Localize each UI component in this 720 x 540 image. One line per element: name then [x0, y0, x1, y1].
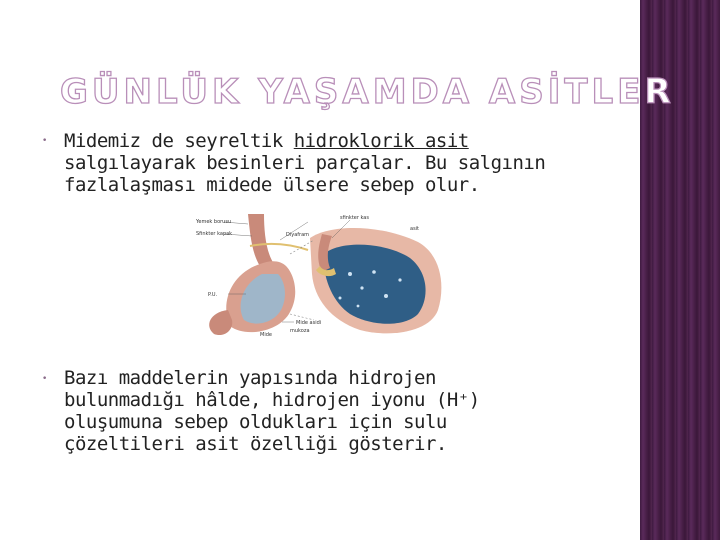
label-sphincter: Sfinkter kapak	[196, 231, 233, 237]
hcl-link[interactable]: hidroklorik asit	[293, 130, 469, 152]
label-mucosa: mukoza	[290, 328, 310, 334]
paragraph-1-line-1: Midemiz de seyreltik hidroklorik asit	[64, 130, 469, 152]
paragraph-2-line-1: Bazı maddelerin yapısında hidrojen	[64, 367, 436, 389]
label-pu: P.U.	[208, 292, 218, 298]
label-acid-lining: Mide asidi	[296, 320, 322, 326]
paragraph-1	[64, 130, 624, 196]
paragraph-1-line-2: salgılayarak besinleri parçalar. Bu salgının	[64, 152, 546, 174]
label-diaphragm: Diyafram	[286, 232, 310, 238]
label-stomach: Mide	[260, 332, 272, 338]
label-acid: asit	[410, 226, 420, 232]
paragraph-2-line-2: bulunmadığı hâlde, hidrojen iyonu (H⁺)	[64, 389, 480, 411]
bullet-dot-1: •	[42, 136, 48, 146]
paragraph-2-line-3: oluşumuna sebep oldukları için sulu	[64, 411, 447, 433]
label-sphincter-muscle: sfinkter kas	[340, 215, 369, 221]
paragraph-2	[64, 367, 624, 455]
label-esophagus: Yemek borusu	[196, 219, 232, 225]
paragraph-2-line-4: çözeltileri asit özelliği gösterir.	[64, 433, 447, 455]
slide-title: GÜNLÜK YAŞAMDA ASİTLER	[60, 72, 675, 112]
stomach-illustration	[190, 214, 450, 340]
bullet-dot-2: •	[42, 374, 48, 384]
paragraph-1-line-3: fazlalaşması midede ülsere sebep olur.	[64, 174, 480, 196]
